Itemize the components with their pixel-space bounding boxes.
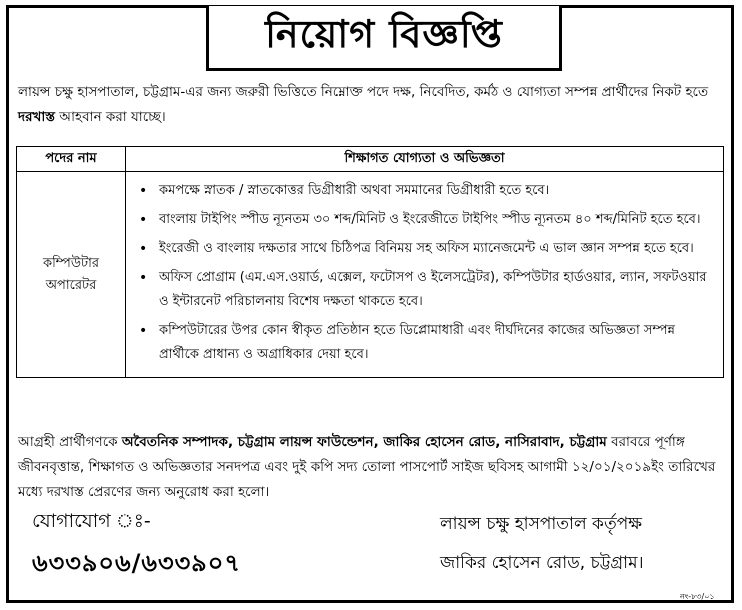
requirements-list bbox=[127, 173, 722, 376]
title-box bbox=[206, 6, 562, 71]
application-instructions bbox=[18, 430, 726, 505]
bullet-icon: • bbox=[139, 270, 148, 286]
signature-authority: লায়ন্স চক্ষু হাসপাতাল কর্তৃপক্ষ bbox=[440, 514, 643, 534]
application-text-start: আগ্রহী প্রার্থীগণকে bbox=[18, 434, 122, 450]
requirement-text: কম্পিউটারের উপর কোন স্বীকৃত প্রতিষ্ঠান হতে ডিপ্লোমাধারী এবং দীর্ঘদিনের কাজের অভিজ্ঞতা সম্পন্ন প্রার্থীকে প্রাধান্য ও অগ্রাধিকার দেয়া হবে। bbox=[159, 323, 675, 362]
requirement-text: অফিস প্রোগ্রাম (এম.এস.ওয়ার্ড, এক্সেল, ফটোসপ ও ইলেসট্রেটর), কম্পিউটার হার্ডওয়ার, ল্যান, সফটওয়ার ও ইন্টারনেট পরিচালনায় বিশেষ দক্ষতা থাকতে হবে। bbox=[159, 270, 707, 309]
signature-address: জাকির হোসেন রোড, চট্টগ্রাম। bbox=[440, 553, 644, 573]
table-row bbox=[17, 172, 724, 378]
header-post-name: পদের নাম bbox=[17, 147, 126, 172]
application-address: অবৈতনিক সম্পাদক, চট্টগ্রাম লায়ন্স ফাউন্ডেশন, জাকির হোসেন রোড, নাসিরাবাদ, চট্টগ্রাম bbox=[121, 434, 607, 450]
bullet-icon: • bbox=[139, 323, 148, 339]
requirement-text: কমপক্ষে স্নাতক / স্নাতকোত্তর ডিগ্রীধারী অথবা সমমানের ডিগ্রীধারী হতে হবে। bbox=[159, 183, 550, 198]
requirement-text: ইংরেজী ও বাংলায় দক্ষতার সাথে চিঠিপত্র বিনিময় সহ অফিস ম্যানেজমেন্ট এ ভাল জ্ঞান সম্পন্ন হতে হবে। bbox=[159, 241, 694, 256]
application-text-end: বরাবরে পূর্ণাঙ্গ জীবনবৃত্তান্ত, শিক্ষাগত ও অভিজ্ঞতার সনদপত্র এবং দুই কপি সদ্য তোলা পাসপোর্ট সাইজ ছবিসহ আগামী ১২/০১/২০১৯ইং তারিখের মধ্যে দরখাস্ত প্রেরণের জন্য অনুরোধ করা হলো। bbox=[18, 434, 716, 500]
intro-bold-word: দরখাস্ত bbox=[18, 109, 56, 125]
list-item bbox=[139, 266, 712, 314]
requirements-table bbox=[16, 146, 724, 378]
bullet-icon: • bbox=[139, 183, 148, 199]
post-name: কম্পিউটার অপারেটর bbox=[42, 255, 99, 293]
list-item bbox=[139, 319, 712, 367]
ad-title: নিয়োগ বিজ্ঞপ্তি bbox=[265, 12, 503, 56]
requirements-cell bbox=[126, 172, 724, 378]
intro-text-end: আহবান করা যাচ্ছে। bbox=[55, 109, 166, 125]
requirement-text: বাংলায় টাইপিং স্পীড ন্যূনতম ৩০ শব্দ/মিনিট ও ইংরেজীতে টাইপিং স্পীড ন্যূনতম ৪০ শব্দ/মিনিট হতে হবে। bbox=[159, 212, 701, 227]
intro-text: লায়ন্স চক্ষু হাসপাতাল, চট্টগ্রাম-এর জন্য জরুরী ভিত্তিতে নিম্নোক্ত পদে দক্ষ, নিবেদিত, কর্মঠ ও যোগ্যতা সম্পন্ন প্রার্থীদের নিকট হতে bbox=[18, 84, 709, 100]
contact-label: যোগাযোগ ঃ- bbox=[32, 510, 151, 532]
reference-number: নং-৮৩/০১ bbox=[680, 592, 715, 601]
contact-phone: ৬৩৩৯০৬/৬৩৩৯০৭ bbox=[32, 549, 241, 577]
post-name-cell bbox=[17, 172, 126, 378]
list-item bbox=[139, 179, 712, 203]
intro-paragraph bbox=[18, 80, 724, 130]
list-item bbox=[139, 237, 712, 261]
bullet-icon: • bbox=[139, 212, 148, 228]
bullet-icon: • bbox=[139, 241, 148, 257]
list-item bbox=[139, 208, 712, 232]
header-qualifications: শিক্ষাগত যোগ্যতা ও অভিজ্ঞতা bbox=[126, 147, 724, 172]
table-header-row bbox=[17, 147, 724, 172]
